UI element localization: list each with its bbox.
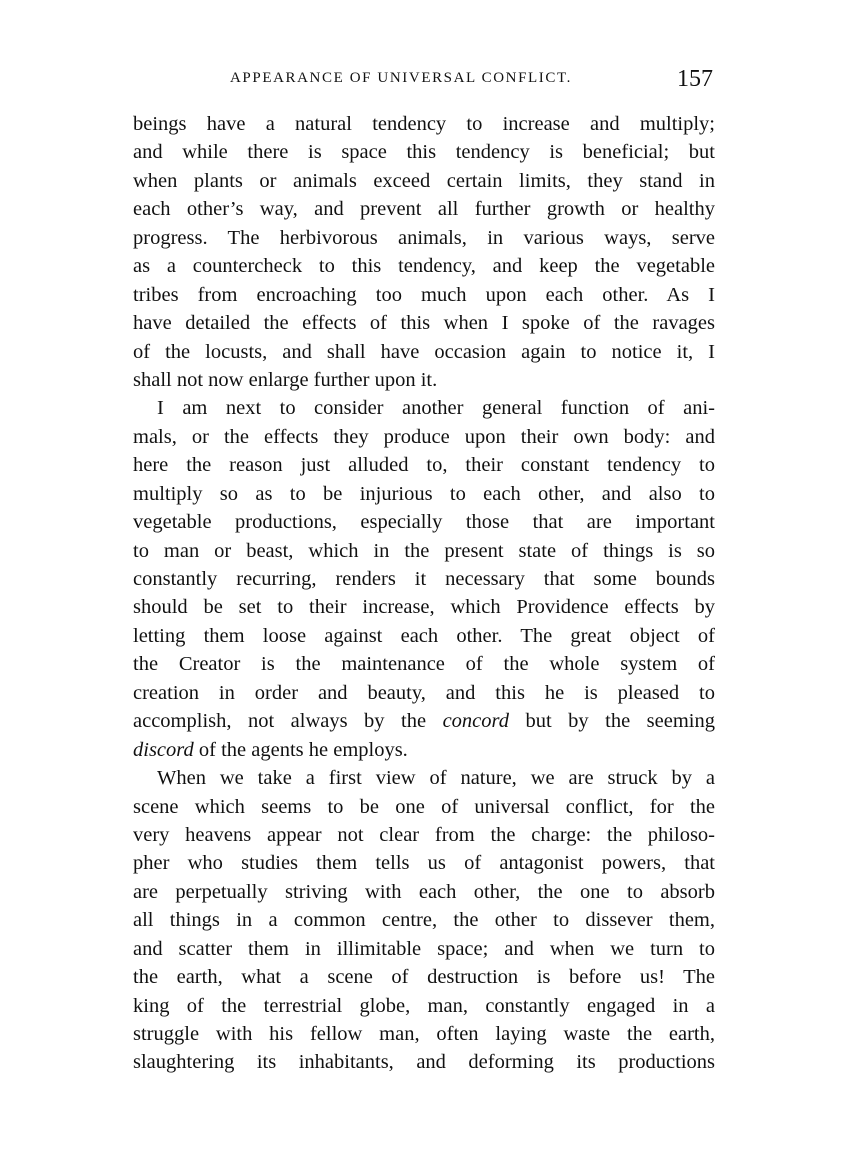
text-line: the Creator is the maintenance of the whole system of	[133, 653, 715, 676]
text-line: creation in order and beauty, and this he is pleased to	[133, 681, 715, 704]
body-text	[133, 110, 715, 1077]
text-line: and while there is space this tendency is beneficial; but	[133, 141, 715, 164]
italic-text: discord	[133, 738, 194, 761]
text-line: progress. The herbivorous animals, in various ways, serve	[133, 226, 715, 249]
text-line: vegetable productions, especially those that are important	[133, 511, 715, 534]
text-line: slaughtering its inhabitants, and deforming its productions	[133, 1051, 715, 1074]
text-line: tribes from encroaching too much upon each other. As I	[133, 283, 715, 306]
text-line: constantly recurring, renders it necessary that some bounds	[133, 568, 715, 590]
text-line: and scatter them in illimitable space; and when we turn to	[133, 937, 715, 960]
text-line: beings have a natural tendency to increase and multiply;	[133, 113, 715, 135]
text-run: of the agents he employs.	[193, 738, 408, 761]
text-line: When we take a first view of nature, we are struck by a	[157, 767, 715, 790]
text-line: the earth, what a scene of destruction is before us! The	[133, 966, 715, 989]
text-line: very heavens appear not clear from the charge: the philoso-	[133, 823, 715, 846]
text-line: shall not now enlarge further upon it.	[133, 368, 438, 391]
text-line: mals, or the effects they produce upon their own body: and	[133, 425, 715, 448]
running-head	[133, 66, 713, 96]
italic-text: concord	[442, 710, 509, 733]
text-line: king of the terrestrial globe, man, constantly engaged in a	[133, 994, 715, 1017]
text-line: should be set to their increase, which Providence effects by	[133, 596, 715, 619]
text-run: but by the seeming	[509, 710, 715, 733]
text-line: of the locusts, and shall have occasion again to notice it, I	[133, 340, 715, 363]
text-line: as a countercheck to this tendency, and keep the vegetable	[133, 255, 715, 278]
text-line: struggle with his fellow man, often laying waste the earth,	[133, 1023, 715, 1045]
text-run: accomplish, not always by the	[133, 710, 443, 733]
text-line: here the reason just alluded to, their constant tendency to	[133, 454, 715, 477]
page-number: 157	[677, 66, 713, 92]
text-line: scene which seems to be one of universal conflict, for the	[133, 795, 715, 818]
text-line: letting them loose against each other. The great object of	[133, 624, 715, 647]
text-line: are perpetually striving with each other, the one to absorb	[133, 880, 715, 903]
text-line: to man or beast, which in the present state of things is so	[133, 539, 715, 562]
text-line	[133, 707, 715, 735]
text-line	[133, 736, 715, 764]
running-title: APPEARANCE OF UNIVERSAL CONFLICT.	[230, 70, 572, 86]
text-line: multiply so as to be injurious to each other, and also to	[133, 482, 715, 505]
text-line: when plants or animals exceed certain limits, they stand in	[133, 169, 715, 192]
text-line: pher who studies them tells us of antagonist powers, that	[133, 852, 715, 875]
text-line: all things in a common centre, the other to dissever them,	[133, 909, 715, 932]
text-line: each other’s way, and prevent all further growth or healthy	[133, 198, 715, 221]
text-line: have detailed the effects of this when I spoke of the ravages	[133, 312, 715, 335]
text-line: I am next to consider another general function of ani-	[157, 397, 715, 420]
